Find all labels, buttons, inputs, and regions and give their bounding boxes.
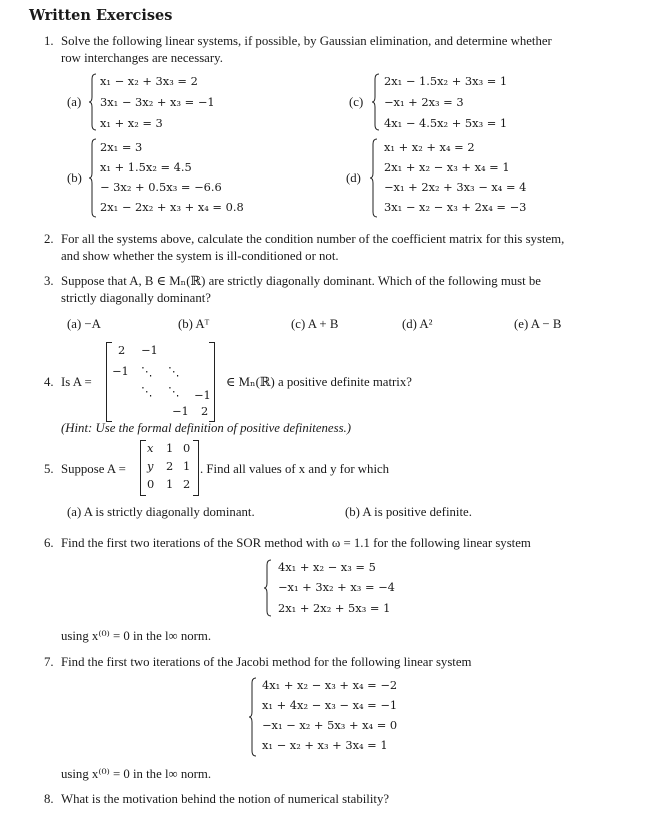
- q5-cell: 1: [183, 459, 191, 473]
- q1c-brace: [372, 73, 380, 131]
- q5-part-a: (a) A is strictly diagonally dominant.: [67, 505, 255, 519]
- q1d-label: (d): [346, 171, 361, 185]
- q4-cell: −1: [172, 404, 189, 418]
- q1b-eq4: 2x₁ − 2x₂ + x₃ + x₄ = 0.8: [100, 200, 244, 214]
- q6-eq1: 4x₁ + x₂ − x₃ = 5: [278, 560, 376, 574]
- q4-cell: 2: [118, 343, 126, 357]
- q7-eq1: 4x₁ + x₂ − x₃ + x₄ = −2: [262, 678, 398, 692]
- q1d-eq1: x₁ + x₂ + x₄ = 2: [384, 140, 475, 154]
- q7-text: Find the first two iterations of the Jacobi method for the following linear system: [61, 655, 472, 669]
- q3-option-a: (a) −A: [67, 317, 101, 331]
- q2-line1: For all the systems above, calculate the condition number of the coefficient matrix for this system,: [61, 232, 565, 246]
- q6-text: Find the first two iterations of the SOR method with ω = 1.1 for the following linear system: [61, 536, 531, 550]
- q1d-eq3: −x₁ + 2x₂ + 3x₃ − x₄ = 4: [384, 180, 527, 194]
- q1d-eq2: 2x₁ + x₂ − x₃ + x₄ = 1: [384, 160, 510, 174]
- q3-option-d: (d) A²: [402, 317, 433, 331]
- q7-using: using x⁽⁰⁾ = 0 in the l∞ norm.: [61, 767, 212, 781]
- q1c-label: (c): [349, 95, 364, 109]
- q4-prefix: Is A =: [61, 375, 92, 389]
- q5-cell: x: [147, 441, 154, 455]
- q6-eq3: 2x₁ + 2x₂ + 5x₃ = 1: [278, 601, 391, 615]
- q2-line2: and show whether the system is ill-conditioned or not.: [61, 249, 339, 263]
- q7-number: 7.: [44, 655, 54, 669]
- q5-number: 5.: [44, 462, 54, 476]
- q1c-eq3: 4x₁ − 4.5x₂ + 5x₃ = 1: [384, 116, 508, 130]
- q4-cell: ⋱: [141, 384, 153, 398]
- q4-matrix-left-bracket: [106, 342, 112, 422]
- q7-eq2: x₁ + 4x₂ − x₃ − x₄ = −1: [262, 698, 398, 712]
- q4-cell: ⋱: [168, 384, 180, 398]
- q3-line2: strictly diagonally dominant?: [61, 291, 211, 305]
- q6-number: 6.: [44, 536, 54, 550]
- q1b-eq3: − 3x₂ + 0.5x₃ = −6.6: [100, 180, 222, 194]
- q5-cell: 0: [183, 441, 191, 455]
- q1-text-line1: Solve the following linear systems, if possible, by Gaussian elimination, and determine whether: [61, 34, 552, 48]
- q7-eq3: −x₁ − x₂ + 5x₃ + x₄ = 0: [262, 718, 398, 732]
- q4-cell: −1: [141, 343, 158, 357]
- q1b-eq1: 2x₁ = 3: [100, 140, 143, 154]
- q1a-eq3: x₁ + x₂ = 3: [100, 116, 163, 130]
- q2-number: 2.: [44, 232, 54, 246]
- q1-number: 1.: [44, 34, 54, 48]
- q1b-label: (b): [67, 171, 82, 185]
- q4-cell: −1: [112, 364, 129, 378]
- q4-cell: ⋱: [141, 364, 153, 378]
- q3-option-e: (e) A − B: [514, 317, 562, 331]
- q4-cell: 2: [201, 404, 209, 418]
- q1c-eq1: 2x₁ − 1.5x₂ + 3x₃ = 1: [384, 74, 508, 88]
- q6-eq2: −x₁ + 3x₂ + x₃ = −4: [278, 580, 395, 594]
- q5-prefix: Suppose A =: [61, 462, 126, 476]
- q4-cell: ⋱: [168, 364, 180, 378]
- q5-cell: 2: [166, 459, 174, 473]
- q5-suffix: . Find all values of x and y for which: [200, 462, 390, 476]
- q1a-eq1: x₁ − x₂ + 3x₃ = 2: [100, 74, 198, 88]
- q5-cell: 2: [183, 477, 191, 491]
- q3-option-c: (c) A + B: [291, 317, 339, 331]
- q3-line1: Suppose that A, B ∈ Mₙ(ℝ) are strictly diagonally dominant. Which of the following must be: [61, 274, 541, 288]
- q1b-brace: [89, 138, 97, 218]
- q1a-label: (a): [67, 95, 82, 109]
- q4-suffix: ∈ Mₙ(ℝ) a positive definite matrix?: [226, 375, 412, 389]
- q4-cell: −1: [194, 388, 211, 402]
- q5-part-b: (b) A is positive definite.: [345, 505, 472, 519]
- q6-using: using x⁽⁰⁾ = 0 in the l∞ norm.: [61, 629, 212, 643]
- q5-matrix-right-bracket: [193, 440, 199, 496]
- q1d-eq4: 3x₁ − x₂ − x₃ + 2x₄ = −3: [384, 200, 527, 214]
- q4-matrix-right-bracket: [209, 342, 215, 422]
- q8-number: 8.: [44, 792, 54, 806]
- q4-number: 4.: [44, 375, 54, 389]
- q1a-brace: [89, 73, 97, 131]
- q3-option-b: (b) Aᵀ: [178, 317, 210, 331]
- q1b-eq2: x₁ + 1.5x₂ = 4.5: [100, 160, 192, 174]
- q5-cell: 0: [147, 477, 155, 491]
- q5-matrix-left-bracket: [140, 440, 146, 496]
- q5-cell: y: [147, 459, 154, 473]
- q1a-eq2: 3x₁ − 3x₂ + x₃ = −1: [100, 95, 215, 109]
- q8-text: What is the motivation behind the notion of numerical stability?: [61, 792, 390, 806]
- q6-brace: [264, 559, 272, 617]
- q4-hint: (Hint: Use the formal definition of positive definiteness.): [61, 421, 352, 435]
- q1c-eq2: −x₁ + 2x₃ = 3: [384, 95, 464, 109]
- page-title: Written Exercises: [29, 7, 173, 24]
- q1-text-line2: row interchanges are necessary.: [61, 51, 223, 65]
- q7-brace: [249, 677, 257, 757]
- q5-cell: 1: [166, 477, 174, 491]
- q1d-brace: [370, 138, 378, 218]
- q5-cell: 1: [166, 441, 174, 455]
- q3-number: 3.: [44, 274, 54, 288]
- q7-eq4: x₁ − x₂ + x₃ + 3x₄ = 1: [262, 738, 388, 752]
